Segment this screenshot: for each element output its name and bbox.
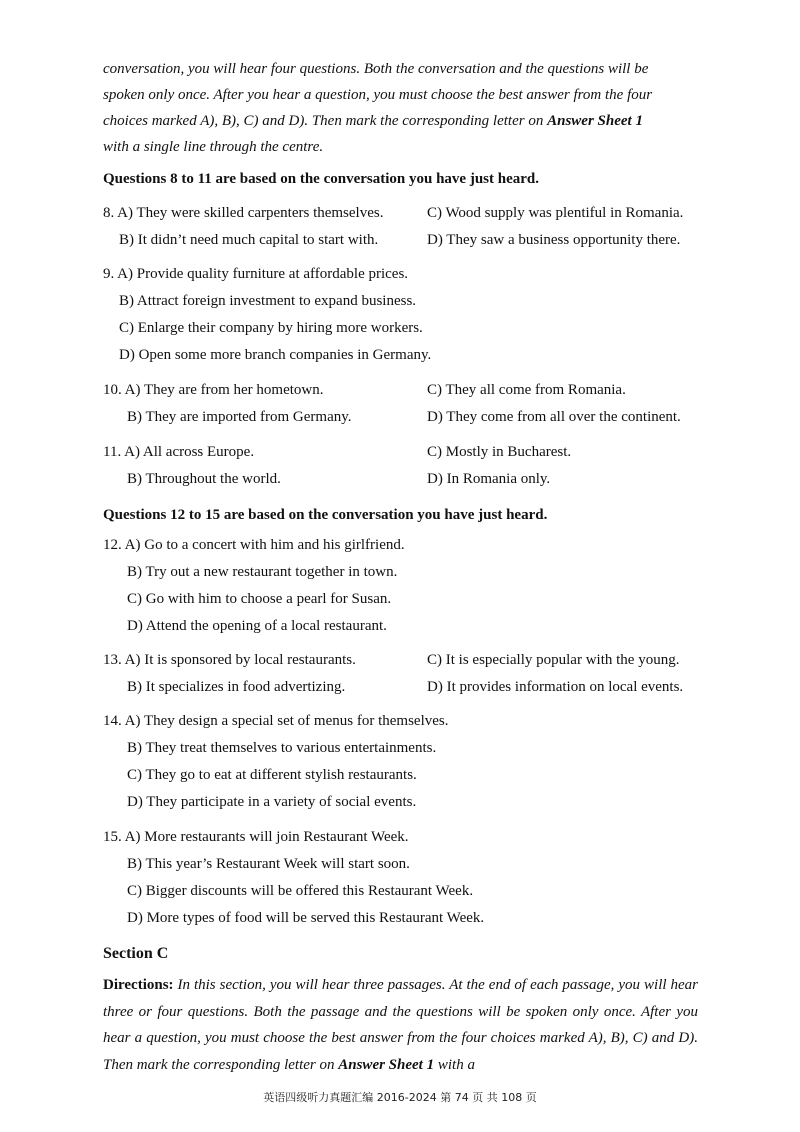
answer-sheet-ref: Answer Sheet 1	[547, 113, 643, 129]
q8-option-b: B) It didn’t need much capital to start with.	[119, 232, 379, 248]
q11-option-a: 11. A) All across Europe.	[103, 444, 255, 460]
page-footer: 英语四级听力真题汇编 2016-2024 第 74 页 共 108 页	[263, 1091, 537, 1104]
group1-heading: Questions 8 to 11 are based on the conversation you have just heard.	[103, 171, 539, 187]
answer-sheet-ref: Answer Sheet 1	[338, 1056, 435, 1073]
directions-tail: with a	[434, 1056, 475, 1073]
q9-option-b: B) Attract foreign investment to expand business.	[119, 293, 417, 309]
q15-option-c: C) Bigger discounts will be offered this Restaurant Week.	[127, 883, 474, 899]
q14-option-c: C) They go to eat at different stylish restaurants.	[127, 767, 417, 783]
q13-option-a: 13. A) It is sponsored by local restaurants.	[103, 652, 356, 668]
q14-option-b: B) They treat themselves to various entertainments.	[127, 740, 437, 756]
intro-directions	[103, 56, 703, 160]
q13-option-b: B) It specializes in food advertizing.	[127, 679, 346, 695]
intro-line: choices marked A), B), C) and D). Then mark the corresponding letter on Answer Sheet 1	[103, 113, 643, 129]
intro-line: spoken only once. After you hear a question, you must choose the best answer from the four	[103, 87, 653, 103]
q11-option-c: C) Mostly in Bucharest.	[427, 444, 572, 460]
q9-option-a: 9. A) Provide quality furniture at affordable prices.	[103, 266, 409, 282]
q12-option-b: B) Try out a new restaurant together in town.	[127, 564, 398, 580]
intro-line: with a single line through the centre.	[103, 139, 324, 155]
q8-option-a: 8. A) They were skilled carpenters themselves.	[103, 205, 384, 221]
q15-option-a: 15. A) More restaurants will join Restaurant Week.	[103, 829, 409, 845]
q10-option-b: B) They are imported from Germany.	[127, 409, 352, 425]
q10-option-c: C) They all come from Romania.	[427, 382, 626, 398]
q12-option-a: 12. A) Go to a concert with him and his girlfriend.	[103, 537, 405, 553]
q11-option-b: B) Throughout the world.	[127, 471, 281, 487]
directions-text: In this section, you will hear three passages. At the end of each passage, you will hear three or four questions. Both the passage and the questions will be spoken only once. After you hear a question, you must choose the best answer from the four choices marked A), B), C) and D). Then mark the corresponding letter on	[103, 977, 698, 1073]
group2-heading: Questions 12 to 15 are based on the conversation you have just heard.	[103, 507, 548, 523]
q11-option-d: D) In Romania only.	[427, 471, 551, 487]
q13-option-d: D) It provides information on local events.	[427, 679, 684, 695]
q13-option-c: C) It is especially popular with the young.	[427, 652, 680, 668]
q10-option-d: D) They come from all over the continent.	[427, 409, 681, 425]
q15-option-d: D) More types of food will be served this Restaurant Week.	[127, 910, 485, 926]
q9-option-c: C) Enlarge their company by hiring more workers.	[119, 320, 423, 336]
q15-option-b: B) This year’s Restaurant Week will start soon.	[127, 856, 410, 872]
q8-option-c: C) Wood supply was plentiful in Romania.	[427, 205, 684, 221]
q9-option-d: D) Open some more branch companies in Germany.	[119, 347, 432, 363]
intro-line: conversation, you will hear four questions. Both the conversation and the questions will be	[103, 61, 649, 77]
q8-option-d: D) They saw a business opportunity there.	[427, 232, 681, 248]
q14-option-a: 14. A) They design a special set of menus for themselves.	[103, 713, 449, 729]
q12-option-c: C) Go with him to choose a pearl for Susan.	[127, 591, 392, 607]
q10-option-a: 10. A) They are from her hometown.	[103, 382, 324, 398]
directions-label: Directions:	[103, 977, 174, 993]
q12-option-d: D) Attend the opening of a local restaurant.	[127, 618, 387, 634]
section-c-directions	[103, 972, 698, 1078]
section-c-title: Section C	[103, 945, 169, 962]
q14-option-d: D) They participate in a variety of social events.	[127, 794, 417, 810]
